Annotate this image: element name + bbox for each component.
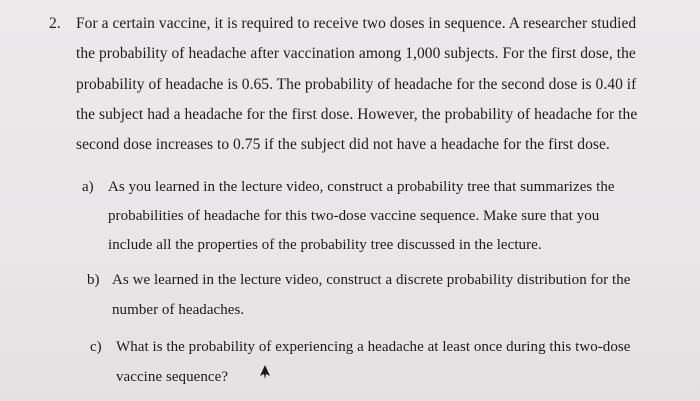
part-c-line: What is the probability of experiencing a headache at least once during this two-dose (116, 339, 631, 355)
part-b-line: number of headaches. (112, 302, 245, 318)
part-a-line: probabilities of headache for this two-dose vaccine sequence. Make sure that you (108, 208, 600, 224)
part-a-label: a) (82, 179, 94, 195)
part-b-line: As we learned in the lecture video, construct a discrete probability distribution for the (112, 272, 631, 288)
part-b-label: b) (87, 272, 100, 288)
part-c-label: c) (90, 339, 102, 355)
part-a-line: include all the properties of the probability tree discussed in the lecture. (108, 237, 542, 253)
arrow-cursor-icon (259, 364, 271, 380)
question-line: the subject had a headache for the first dose. However, the probability of headache for the (76, 106, 638, 123)
question-line: second dose increases to 0.75 if the subject did not have a headache for the first dose. (76, 136, 610, 153)
part-c-line: vaccine sequence? (116, 369, 229, 385)
question-line: probability of headache is 0.65. The probability of headache for the second dose is 0.40 if (76, 76, 637, 93)
part-a-line: As you learned in the lecture video, construct a probability tree that summarizes the (108, 179, 615, 195)
question-number: 2. (49, 15, 61, 32)
question-line: For a certain vaccine, it is required to receive two doses in sequence. A researcher studied (76, 15, 637, 32)
question-line: the probability of headache after vaccination among 1,000 subjects. For the first dose, the (76, 45, 636, 62)
